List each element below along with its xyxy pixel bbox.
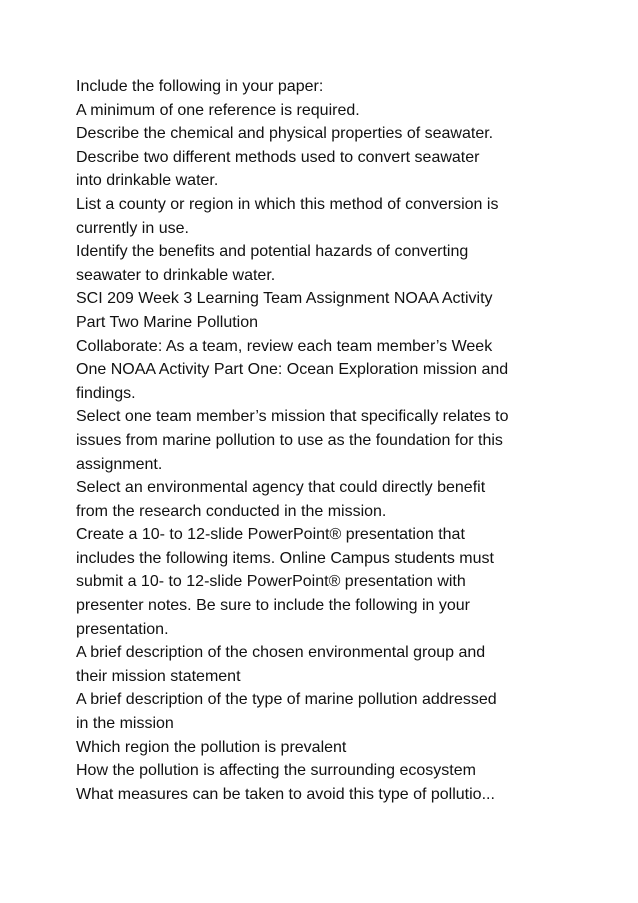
- text-line: findings.: [76, 384, 136, 402]
- text-line: their mission statement: [76, 667, 241, 685]
- text-line: submit a 10- to 12-slide PowerPoint® presentation with: [76, 573, 466, 591]
- text-line: seawater to drinkable water.: [76, 266, 276, 284]
- text-line: in the mission: [76, 715, 174, 733]
- document-body: [76, 75, 576, 806]
- text-line: presentation.: [76, 620, 169, 638]
- text-line: into drinkable water.: [76, 172, 219, 190]
- text-line: A brief description of the chosen environmental group and: [76, 644, 486, 662]
- text-line: Collaborate: As a team, review each team member’s Week: [76, 337, 493, 355]
- text-line: Part Two Marine Pollution: [76, 313, 259, 331]
- text-line: currently in use.: [76, 219, 189, 237]
- text-line: A brief description of the type of marine pollution addressed: [76, 691, 497, 709]
- text-line: Select an environmental agency that could directly benefit: [76, 479, 486, 497]
- text-line: Identify the benefits and potential hazards of converting: [76, 243, 469, 261]
- text-line: presenter notes. Be sure to include the following in your: [76, 597, 471, 615]
- text-line: from the research conducted in the mission.: [76, 502, 387, 520]
- text-line: How the pollution is affecting the surrounding ecosystem: [76, 762, 476, 780]
- text-line: Create a 10- to 12-slide PowerPoint® presentation that: [76, 526, 465, 544]
- text-line: issues from marine pollution to use as the foundation for this: [76, 431, 503, 449]
- text-line: Include the following in your paper:: [76, 78, 324, 95]
- text-line: includes the following items. Online Campus students must: [76, 549, 494, 567]
- text-line: What measures can be taken to avoid this type of pollutio...: [76, 785, 495, 803]
- text-line: Select one team member’s mission that specifically relates to: [76, 408, 509, 426]
- text-line: SCI 209 Week 3 Learning Team Assignment NOAA Activity: [76, 290, 493, 308]
- text-line: Describe the chemical and physical properties of seawater.: [76, 125, 494, 143]
- text-line: Which region the pollution is prevalent: [76, 738, 347, 756]
- text-line: Describe two different methods used to convert seawater: [76, 148, 480, 166]
- text-line: assignment.: [76, 455, 163, 473]
- text-line: List a county or region in which this method of conversion is: [76, 195, 499, 213]
- text-line: A minimum of one reference is required.: [76, 101, 360, 119]
- text-line: One NOAA Activity Part One: Ocean Exploration mission and: [76, 361, 509, 379]
